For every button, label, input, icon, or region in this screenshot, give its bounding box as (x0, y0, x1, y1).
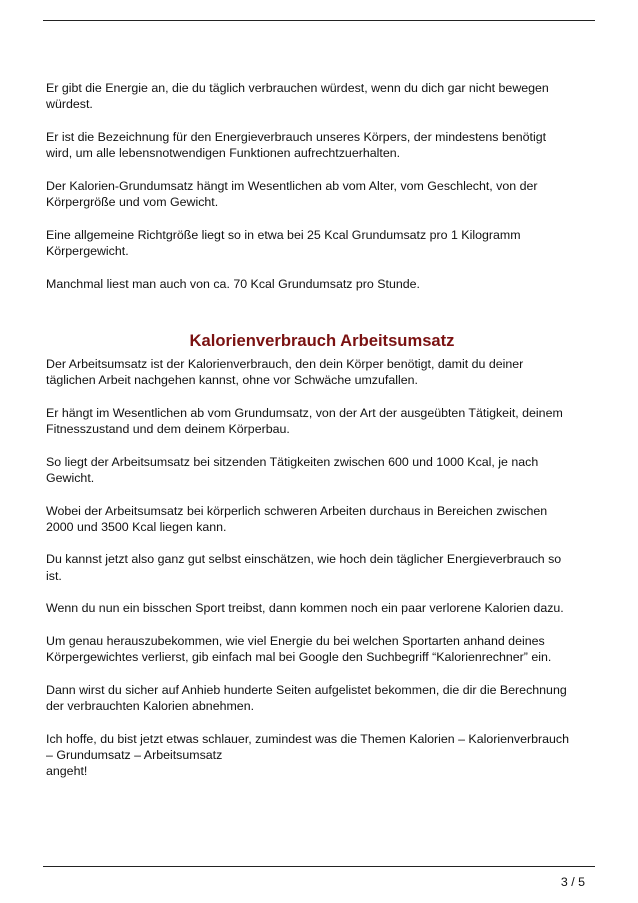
page-content (46, 80, 598, 779)
paragraph: Eine allgemeine Richtgröße liegt so in etwa bei 25 Kcal Grundumsatz pro 1 Kilogramm Körpergewicht. (46, 227, 521, 258)
section-heading: Kalorienverbrauch Arbeitsumsatz (189, 330, 455, 350)
paragraph: Manchmal liest man auch von ca. 70 Kcal Grundumsatz pro Stunde. (46, 276, 420, 291)
header-rule (43, 20, 595, 21)
paragraph: Du kannst jetzt also ganz gut selbst einschätzen, wie hoch dein täglicher Energieverbrauch so ist. (46, 552, 562, 583)
paragraph: Er gibt die Energie an, die du täglich verbrauchen würdest, wenn du dich gar nicht bewegen würdest. (46, 81, 549, 112)
paragraph: Er ist die Bezeichnung für den Energieverbrauch unseres Körpers, der mindestens benötigt wird, um alle lebensnotwendigen Funktionen aufrechtzuerhalten. (46, 129, 547, 161)
paragraph: Dann wirst du sicher auf Anhieb hunderte Seiten aufgelistet bekommen, die dir die Berechnung der verbrauchten Kalorien abnehmen. (46, 682, 567, 714)
paragraph: Wenn du nun ein bisschen Sport treibst, dann kommen noch ein paar verlorene Kalorien dazu. (46, 601, 564, 616)
page-number: 3 / 5 (560, 875, 585, 889)
paragraph: Wobei der Arbeitsumsatz bei körperlich schweren Arbeiten durchaus in Bereichen zwischen 2000 und 3500 Kcal liegen kann. (46, 503, 548, 534)
paragraph: Der Arbeitsumsatz ist der Kalorienverbrauch, den dein Körper benötigt, damit du deiner täglichen Arbeit nachgehen kannst, ohne vor Schwäche umzufallen. (46, 356, 524, 388)
footer-rule (43, 866, 595, 867)
paragraph: Der Kalorien-Grundumsatz hängt im Wesentlichen ab vom Alter, vom Geschlecht, von der Körpergröße und vom Gewicht. (46, 178, 538, 210)
paragraph: Ich hoffe, du bist jetzt etwas schlauer, zumindest was die Themen Kalorien – Kalorienverbrauch – Grundumsatz – Arbeitsumsatz angeht! (46, 731, 569, 779)
paragraph: So liegt der Arbeitsumsatz bei sitzenden Tätigkeiten zwischen 600 und 1000 Kcal, je nach Gewicht. (46, 454, 539, 485)
paragraph: Er hängt im Wesentlichen ab vom Grundumsatz, von der Art der ausgeübten Tätigkeit, deinem Fitnesszustand und dem deinem Körperbau. (46, 405, 563, 436)
paragraph: Um genau herauszubekommen, wie viel Energie du bei welchen Sportarten anhand deines Körpergewichtes verlierst, gib einfach mal bei Google den Suchbegriff “Kalorienrechner” ein. (46, 634, 552, 665)
